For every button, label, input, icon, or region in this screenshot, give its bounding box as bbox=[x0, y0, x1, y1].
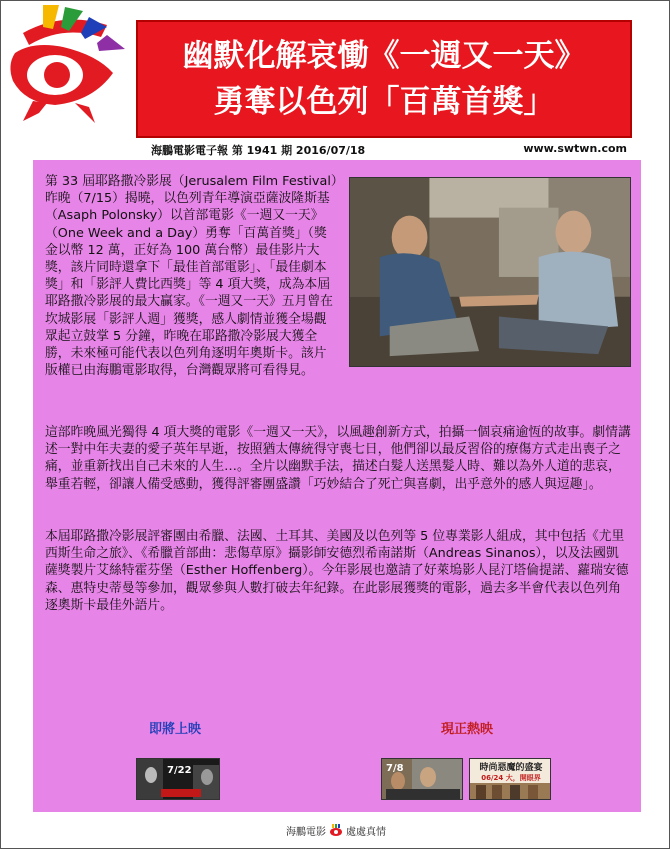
headline-line-1: 幽默化解哀慟《一週又一天》 bbox=[182, 38, 586, 74]
article-paragraph-3: 本屆耶路撒冷影展評審團由希臘、法國、土耳其、美國及以色列等 5 位專業影人組成，其中包括《尤里西斯生命之旅》、《希臘首部曲：悲傷草原》攝影師安德烈希南諾斯（Andreas Sinanos），以及法國凱薩獎製片艾絲特霍芬堡（Esther Hoffenberg）。今年影展也邀請了好萊塢影人昆汀塔倫提諾、蘿瑞安德森、惠特史蒂曼等參加，觀眾參與人數打破去年紀錄。在此影展獲獎的電影，過去多半會代表以色列角逐奧斯卡最佳外語片。 bbox=[45, 529, 629, 613]
now-showing-poster-2 bbox=[470, 759, 551, 800]
footer bbox=[1, 823, 670, 838]
now-showing-label[interactable]: 現正熱映 bbox=[441, 722, 494, 737]
paragraph-1-text: 第 33 屆耶路撒冷影展（Jerusalem Film Festival）昨晚（7/15）揭曉，以色列青年導演亞薩波隆斯基（Asaph Polonsky）以首部電影《一週又一天》（One Week and a Day）勇奪「百萬首獎」（獎金以幣 12 萬，正好為 100 萬台幣）最佳影片大獎，該片同時還拿下「最佳首部電影」、「最佳劇本獎」和「影評人費比西獎」等 4 項大獎，成為本屆耶路撒冷影展的最大贏家。《一週又一天》五月曾在坎城影展「影評人週」獲獎，感人劇情並獲全場觀眾起立鼓掌 5 分鐘，昨晚在耶路撒冷影展大獲全勝，未來極可能代表以色列角逐明年奧斯卡。該片版權已由海鵬電影取得，台灣觀眾將可看得見。 bbox=[45, 174, 338, 379]
site-link[interactable]: www.swtwn.com bbox=[523, 142, 627, 155]
article-body bbox=[33, 160, 641, 812]
headline-line-2: 勇奪以色列「百萬首獎」 bbox=[213, 84, 555, 120]
haipeng-logo bbox=[3, 3, 135, 125]
article-paragraph-2: 這部昨晚風光獨得 4 項大獎的電影《一週又一天》，以風趣創新方式，拍攝一個哀痛逾恆的故事。劇情講述一對中年夫妻的愛子英年早逝，按照猶太傳統得守喪七日，他們卻以最反習俗的療傷方式走出喪子之痛，並重新找出自己未來的人生…。全片以幽默手法，描述白髮人送黑髮人時、難以為外人道的悲哀，舉重若輕，卻讓人備受感動，獲得評審團盛讚「巧妙結合了死亡與喜劇，出乎意外的感人與逗趣」。 bbox=[45, 425, 631, 492]
film-still-image bbox=[349, 177, 631, 367]
headline-banner bbox=[136, 20, 632, 138]
upcoming-label[interactable]: 即將上映 bbox=[149, 722, 202, 737]
upcoming-film-thumbnail[interactable] bbox=[136, 758, 220, 800]
now-showing-thumbnail-2[interactable] bbox=[469, 758, 551, 800]
footer-right-text: 處處真情 bbox=[346, 827, 386, 838]
now2-title: 時尚惡魔的盛宴 bbox=[479, 763, 543, 773]
article-paragraph-1 bbox=[45, 173, 631, 379]
upcoming-date: 7/22 bbox=[167, 765, 192, 776]
footer-logo-icon bbox=[329, 824, 343, 837]
now2-date: 06/24 大，開眼界 bbox=[481, 774, 541, 782]
issue-info: 海鵬電影電子報 第 1941 期 2016/07/18 bbox=[151, 144, 366, 157]
upcoming-film-poster bbox=[137, 759, 220, 800]
masthead bbox=[151, 142, 631, 158]
now-showing-poster-1 bbox=[382, 759, 463, 800]
now-showing-thumbnail-1[interactable] bbox=[381, 758, 463, 800]
now1-date: 7/8 bbox=[386, 763, 404, 774]
footer-left-text: 海鵬電影 bbox=[286, 827, 326, 838]
